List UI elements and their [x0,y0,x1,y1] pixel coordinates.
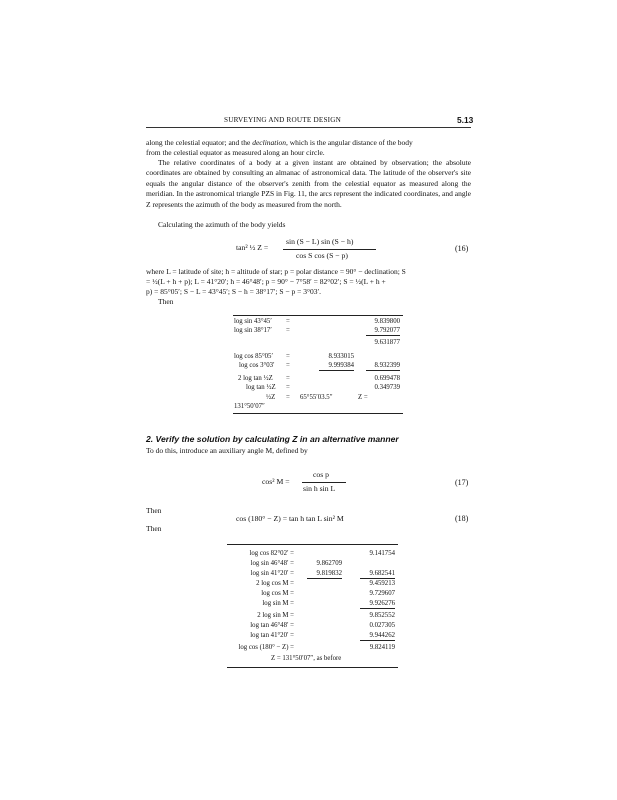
table-value: 9.819832 [316,570,342,577]
z-label: Z = [358,394,368,401]
table-row-label: 2 log sin M = [257,612,294,619]
equation-17-numerator: cos p [313,470,330,479]
table-row-equals: = [286,362,290,369]
sum-underline [366,335,400,336]
paragraph-line: from the celestial equator as measured along an hour circle. [146,148,325,157]
table-final-value: Z = 131°50′07″, as before [271,655,342,662]
table-row-label: log cos 82°02′ = [249,550,294,557]
equation-number-18: (18) [455,514,469,523]
table-row-equals: = [286,375,290,382]
section-heading: 2. Verify the solution by calculating Z in an alternative manner [146,434,399,444]
where-line: = ½(L + h + p); L = 41°20′; h = 46°48′; p = 90° − 7°58′ = 82°02′; S = ½(L + h + [146,277,386,286]
sum-underline [360,578,395,579]
where-line: where L = latitude of site; h = altitude of star; p = polar distance = 90° − declination; S [146,267,406,276]
table-row-label: log sin 41°20′ = [250,570,294,577]
table-value: 9.839800 [374,318,400,325]
table-top-rule [233,315,403,316]
fraction-bar [283,249,376,250]
table-value: 9.792077 [374,327,400,334]
table-value: 9.631877 [374,339,400,346]
table-bottom-rule [233,413,403,414]
equation-number-17: (17) [455,478,469,487]
table-value: 9.926276 [369,600,395,607]
table-row-label: log cos 85°05′ [234,353,273,360]
table-row-label: log cos M = [261,590,294,597]
table-row-label: log tan 41°20′ = [250,632,294,639]
equation-17-lhs: cos² M = [262,477,290,486]
table-row-label: log sin 43°45′ [234,318,272,325]
header-rule [146,127,471,128]
emphasis-term: declination [252,138,286,147]
table-bottom-rule [227,667,398,668]
table-row-label: log sin M = [262,600,294,607]
fraction-bar [302,482,346,483]
sum-underline [366,370,400,371]
sum-underline [360,608,395,609]
sum-underline [307,578,342,579]
page-number: 5.13 [457,115,474,125]
sum-underline [319,370,354,371]
table-row-label: log sin 38°17′ [234,327,272,334]
where-line: p) = 85°05′; S − L = 43°45′; S − h = 38°17′; S − p = 3°03′. [146,287,321,296]
table-row-label: log cos (180° − Z) = [238,644,294,651]
table-row-label: log cos 3°03′ [239,362,275,369]
running-header: SURVEYING AND ROUTE DESIGN [224,116,342,124]
table-value: 9.141754 [369,550,395,557]
table-value: 9.944262 [369,632,395,639]
table-top-rule [227,544,398,545]
table-value: 8.932399 [374,362,400,369]
table-row-equals: = [286,353,290,360]
table-row-equals: = [286,384,290,391]
table-value: 9.862709 [316,560,342,567]
table-value: 0.027305 [369,622,395,629]
table-value: 9.682541 [369,570,395,577]
table-value: 9.459213 [369,580,395,587]
table-row-label: 2 log cos M = [256,580,294,587]
table-value: 65°55′03.5″ [300,394,333,401]
table-value: 0.699478 [374,375,400,382]
table-value: 0.349739 [374,384,400,391]
table-row-label: log sin 46°48′ = [250,560,294,567]
equation-17-denominator: sin h sin L [303,484,336,493]
then-label: Then [146,506,162,515]
table-row-label: log tan ½Z [246,384,276,391]
table-final-value: 131°50′07″ [234,403,265,410]
equation-16-denominator: cos S cos (S − p) [296,251,348,260]
paragraph-line: along the celestial equator; and the declination, which is the angular distance of the body [146,138,413,147]
equation-16-numerator: sin (S − L) sin (S − h) [286,237,354,246]
table-value: 9.852552 [369,612,395,619]
equation-number-16: (16) [455,244,469,253]
table-value: 8.933015 [328,353,354,360]
table-row-label: 2 log tan ½Z [238,375,273,382]
paragraph: The relative coordinates of a body at a given instant are obtained by observation; the absolute coordinates are obtained by consulting an almanac of astronomical data. The latitude of the observer's site equals the angular distance of the observer's zenith from the celestial equator as measured along the meridian. In the astronomical triangle PZS in Fig. 11, the arcs represent the indicated coordinates, and angle Z represents the azimuth of the body as measured from the north. [146,158,471,209]
table-row-label: log tan 46°48′ = [250,622,294,629]
paragraph-line: To do this, introduce an auxiliary angle M, defined by [146,446,308,455]
table-value: 9.824119 [369,644,395,651]
table-value: 9.729607 [369,590,395,597]
paragraph-line: Calculating the azimuth of the body yields [158,220,286,229]
equation-18: cos (180° − Z) = tan h tan L sin² M [236,514,344,523]
sum-underline [360,640,395,641]
table-row-equals: = [286,318,290,325]
table-row-equals: = [286,327,290,334]
equation-16-lhs: tan² ½ Z = [236,243,269,252]
then-label: Then [146,524,162,533]
then-label: Then [158,297,174,306]
table-row-label: ½Z [266,394,276,401]
table-value: 9.999384 [328,362,354,369]
table-row-equals: = [286,394,290,401]
